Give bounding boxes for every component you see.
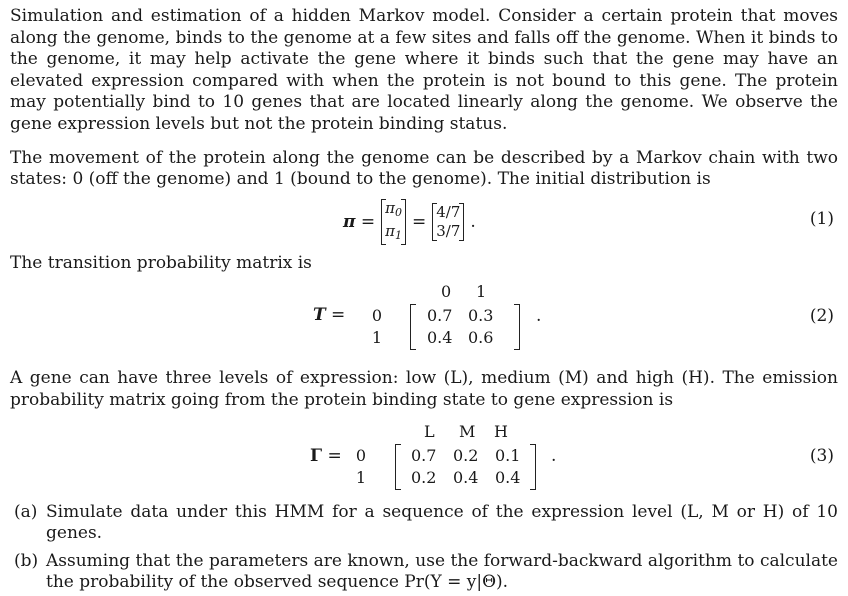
- eq1-pi1: $\pi_1$: [385, 221, 402, 242]
- eq3-number: (3): [809, 445, 834, 466]
- eq3-col-label-M: M: [459, 421, 476, 441]
- eq1-value-vector: [432, 203, 464, 241]
- eq1-number: (1): [809, 208, 834, 229]
- eq3-lhs: Γ =: [310, 445, 342, 466]
- eq2-row-label-1: 1: [371, 328, 382, 348]
- eq2-cell-11: 0.6: [468, 328, 494, 348]
- eq3-row-label-0: 0: [355, 445, 366, 465]
- eq1-lhs: π =: [343, 211, 376, 232]
- eq3-cell-12: 0.4: [495, 467, 521, 487]
- equation-emission-matrix: Γ = 0 1 L M H 0.7 0.2 0.1 0.2 0.4 0.4 . (3): [10, 412, 838, 502]
- task-text-a: Simulate data under this HMM for a sequence of the expression level (L, M or H) of 10 genes.: [46, 501, 838, 544]
- eq1-pi-vector: [381, 199, 406, 245]
- equation-initial-distribution: π = $\pi_0$ $\pi_1$ = 4/7 3/7 . (1): [10, 197, 838, 249]
- eq3-row-label-1: 1: [355, 467, 366, 487]
- task-marker-b: (b): [14, 550, 39, 571]
- equation-transition-matrix: T = 0 1 0 1 0.7 0.3 0.4 0.6 . (2): [10, 274, 838, 368]
- eq2-cell-00: 0.7: [427, 306, 453, 326]
- eq2-col-label-0: 0: [441, 282, 452, 302]
- eq3-cell-00: 0.7: [411, 445, 437, 465]
- eq3-cell-10: 0.2: [411, 467, 437, 487]
- eq3-col-label-L: L: [424, 421, 435, 441]
- eq2-lhs: T =: [313, 305, 346, 326]
- eq3-cell-01: 0.2: [453, 445, 479, 465]
- eq3-cell-02: 0.1: [495, 445, 521, 465]
- eq3-cell-11: 0.4: [453, 467, 479, 487]
- transition-paragraph: The transition probability matrix is: [10, 252, 312, 273]
- eq1-value-0: 4/7: [436, 202, 461, 221]
- task-list: [10, 502, 838, 594]
- emission-paragraph: A gene can have three levels of expression: low (L), medium (M) and high (H). The emission probability matrix going from the protein binding state to gene expression is: [10, 368, 838, 410]
- eq1-pi0: $\pi_0$: [385, 198, 402, 219]
- eq2-row-label-0: 0: [371, 306, 382, 326]
- task-item-a: [10, 502, 838, 545]
- eq2-cell-01: 0.3: [468, 306, 494, 326]
- task-text-b: Assuming that the parameters are known, use the forward-backward algorithm to calculate the probability of the observed sequence Pr(Y = y|Θ).: [46, 550, 838, 593]
- intro-paragraph: Simulation and estimation of a hidden Markov model. Consider a certain protein that moves along the genome, binds to the genome at a few sites and falls off the genome. When it binds to the genome, it may help activate the gene where it binds such that the gene may have an elevated expression compared with when the protein is not bound to this gene. The protein may potentially bind to 10 genes that are located linearly along the genome. We observe the gene expression levels but not the protein binding status.: [10, 6, 838, 134]
- task-marker-a: (a): [14, 501, 38, 522]
- eq3-col-label-H: H: [494, 421, 508, 441]
- eq2-cell-10: 0.4: [427, 328, 453, 348]
- eq2-number: (2): [809, 306, 834, 327]
- task-item-b: [10, 551, 838, 594]
- eq1-value-1: 3/7: [436, 221, 461, 240]
- markov-chain-paragraph: The movement of the protein along the genome can be described by a Markov chain with two states: 0 (off the genome) and 1 (bound to the genome). The initial distribution is: [10, 147, 838, 190]
- eq2-col-label-1: 1: [476, 282, 487, 302]
